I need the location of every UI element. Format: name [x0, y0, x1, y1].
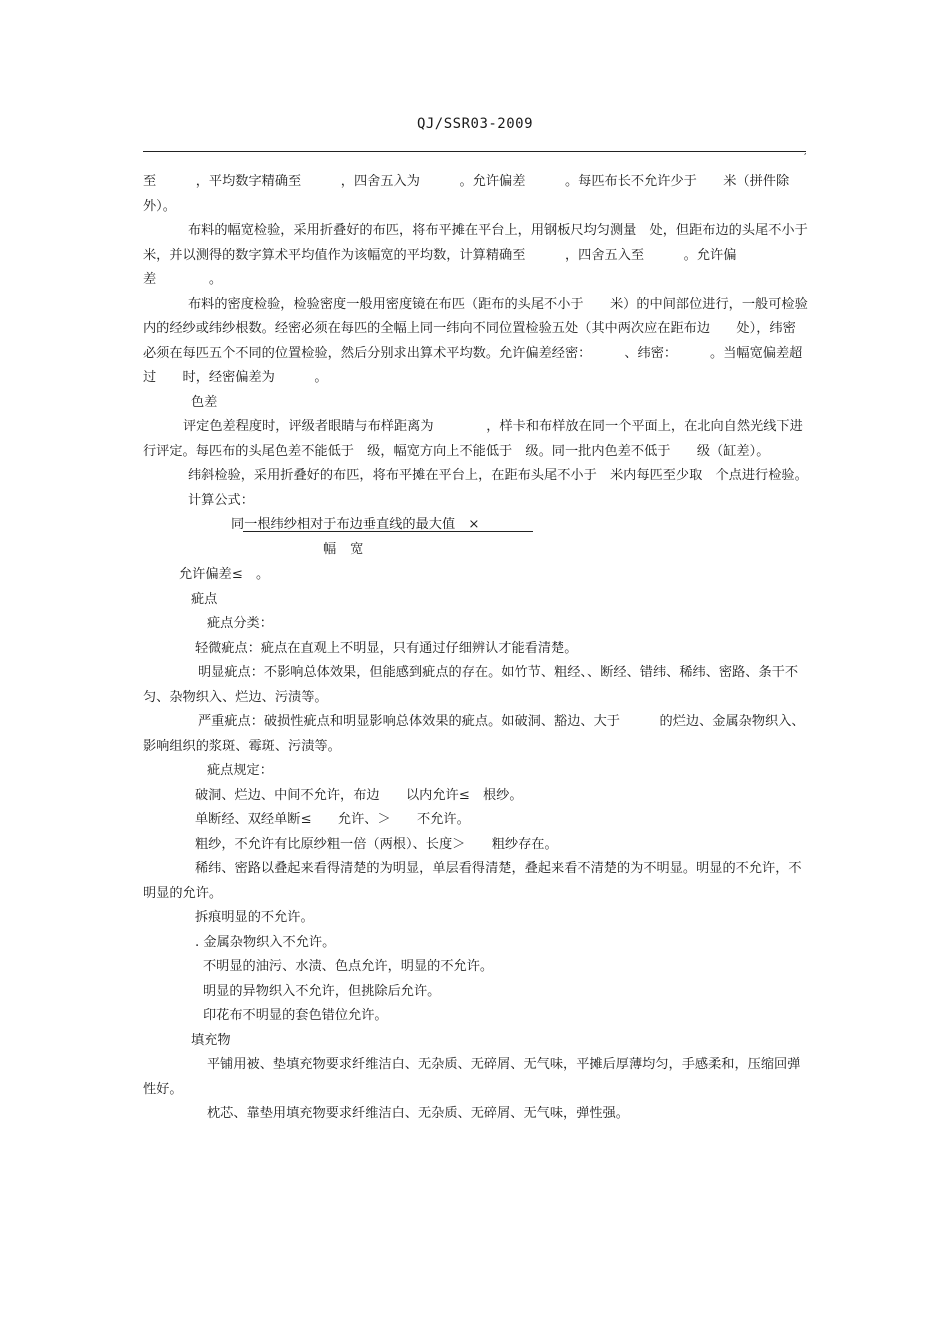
- paragraph-length-tolerance: 至 ，平均数字精确至 ，四舍五入为 。允许偏差 。每匹布长不允许少于 米（拼件除外）。: [143, 174, 790, 214]
- heading-filling: 填充物: [191, 1032, 231, 1048]
- defect-rule-print-registration: 印花布不明显的套色错位允许。: [203, 1008, 388, 1023]
- skew-formula: [143, 513, 808, 563]
- paragraph-density-inspection: 布料的密度检验，检验密度一般用密度镜在布匹（距布的头尾不小于 米）的中间部位进行，一般可检验 内的经纱或纬纱根数。经密必须在每匹的全幅上同一纬向不同位置检验五处（其中两次应在距布边 处），纬密必须在每匹五个不同的位置检验，然后分别求出算术平均数。允许偏差经密： 、纬密： 。当幅宽偏差超过 时，经密偏差为 。: [143, 296, 835, 385]
- defect-rule-foreign-matter: 明显的异物织入不允许，但挑除后允许。: [203, 983, 441, 999]
- formula-numerator: 同一根纬纱相对于布边垂直线的最大值 ×: [231, 517, 480, 532]
- defect-rule-unpicking: 拆痕明显的不允许。: [195, 910, 314, 925]
- defect-rule-broken-warp: 单断经、双经单断≤ 允许、＞ 不允许。: [195, 812, 470, 827]
- defect-rule-stains: 不明显的油污、水渍、色点允许，明显的不允许。: [203, 959, 494, 974]
- defect-rule-metal: . 金属杂物织入不允许。: [195, 934, 336, 950]
- skew-tolerance: 允许偏差≤ 。: [179, 567, 270, 582]
- document-code-header: QJ/SSR03-2009: [416, 116, 534, 132]
- filling-pillow: 枕芯、靠垫用填充物要求纤维洁白、无杂质、无碎屑、无气味，弹性强。: [207, 1106, 629, 1121]
- header-rule-mark: ,: [804, 147, 807, 156]
- defect-rule-holes: 破洞、烂边、中间不允许，布边 以内允许≤ 根纱。: [195, 787, 523, 803]
- heading-defects: 疵点: [191, 591, 218, 607]
- defect-rules-label: 疵点规定：: [207, 763, 273, 778]
- paragraph-color-evaluation: 评定色差程度时，评级者眼睛与布样距离为 ，样卡和布样放在同一个平面上，在北向自然光线下进行评定。每匹布的头尾色差不能低于 级，幅宽方向上不能低于 级。同一批内色差不低于 级（缸差）。: [143, 419, 803, 459]
- document-body: [143, 170, 835, 1127]
- defect-obvious: 明显疵点：不影响总体效果，但能感到疵点的存在。如竹节、粗经、、断经、错纬、稀纬、密路、条干不匀、杂物织入、烂边、污渍等。: [143, 665, 799, 705]
- heading-color-difference: 色差: [191, 394, 218, 410]
- defect-rule-sparse-weft: 稀纬、密路以叠起来看得清楚的为明显，单层看得清楚，叠起来看不清楚的为不明显。明显的不允许，不明显的允许。: [143, 861, 802, 901]
- formula-fraction-bar: [243, 531, 533, 532]
- formula-denominator: 幅宽: [323, 542, 378, 557]
- filling-bedding: 平铺用被、垫填充物要求纤维洁白、无杂质、无碎屑、无气味，平摊后厚薄均匀，手感柔和，压缩回弹性好。: [143, 1057, 801, 1097]
- paragraph-width-inspection: 布料的幅宽检验，采用折叠好的布匹，将布平摊在平台上，用钢板尺均匀测量 处，但距布边的头尾不小于 米，并以测得的数字算术平均值作为该幅宽的平均数，计算精确至 ，四舍五入至 。允许偏差 。: [143, 223, 821, 287]
- formula-label: 计算公式：: [188, 492, 254, 508]
- defect-rule-coarse-yarn: 粗纱，不允许有比原纱粗一倍（两根）、长度＞ 粗纱存在。: [195, 836, 558, 852]
- defect-classification-label: 疵点分类：: [207, 616, 273, 631]
- defect-minor: 轻微疵点：疵点在直观上不明显，只有通过仔细辨认才能看清楚。: [195, 640, 578, 656]
- defect-severe: 严重疵点：破损性疵点和明显影响总体效果的疵点。如破洞、豁边、大于 的烂边、金属杂物织入、影响组织的浆斑、霉斑、污渍等。: [143, 714, 805, 754]
- paragraph-skew-inspection: 纬斜检验，采用折叠好的布匹，将布平摊在平台上，在距布头尾不小于 米内每匹至少取 个点进行检验。: [188, 468, 808, 483]
- header-rule: [143, 151, 806, 152]
